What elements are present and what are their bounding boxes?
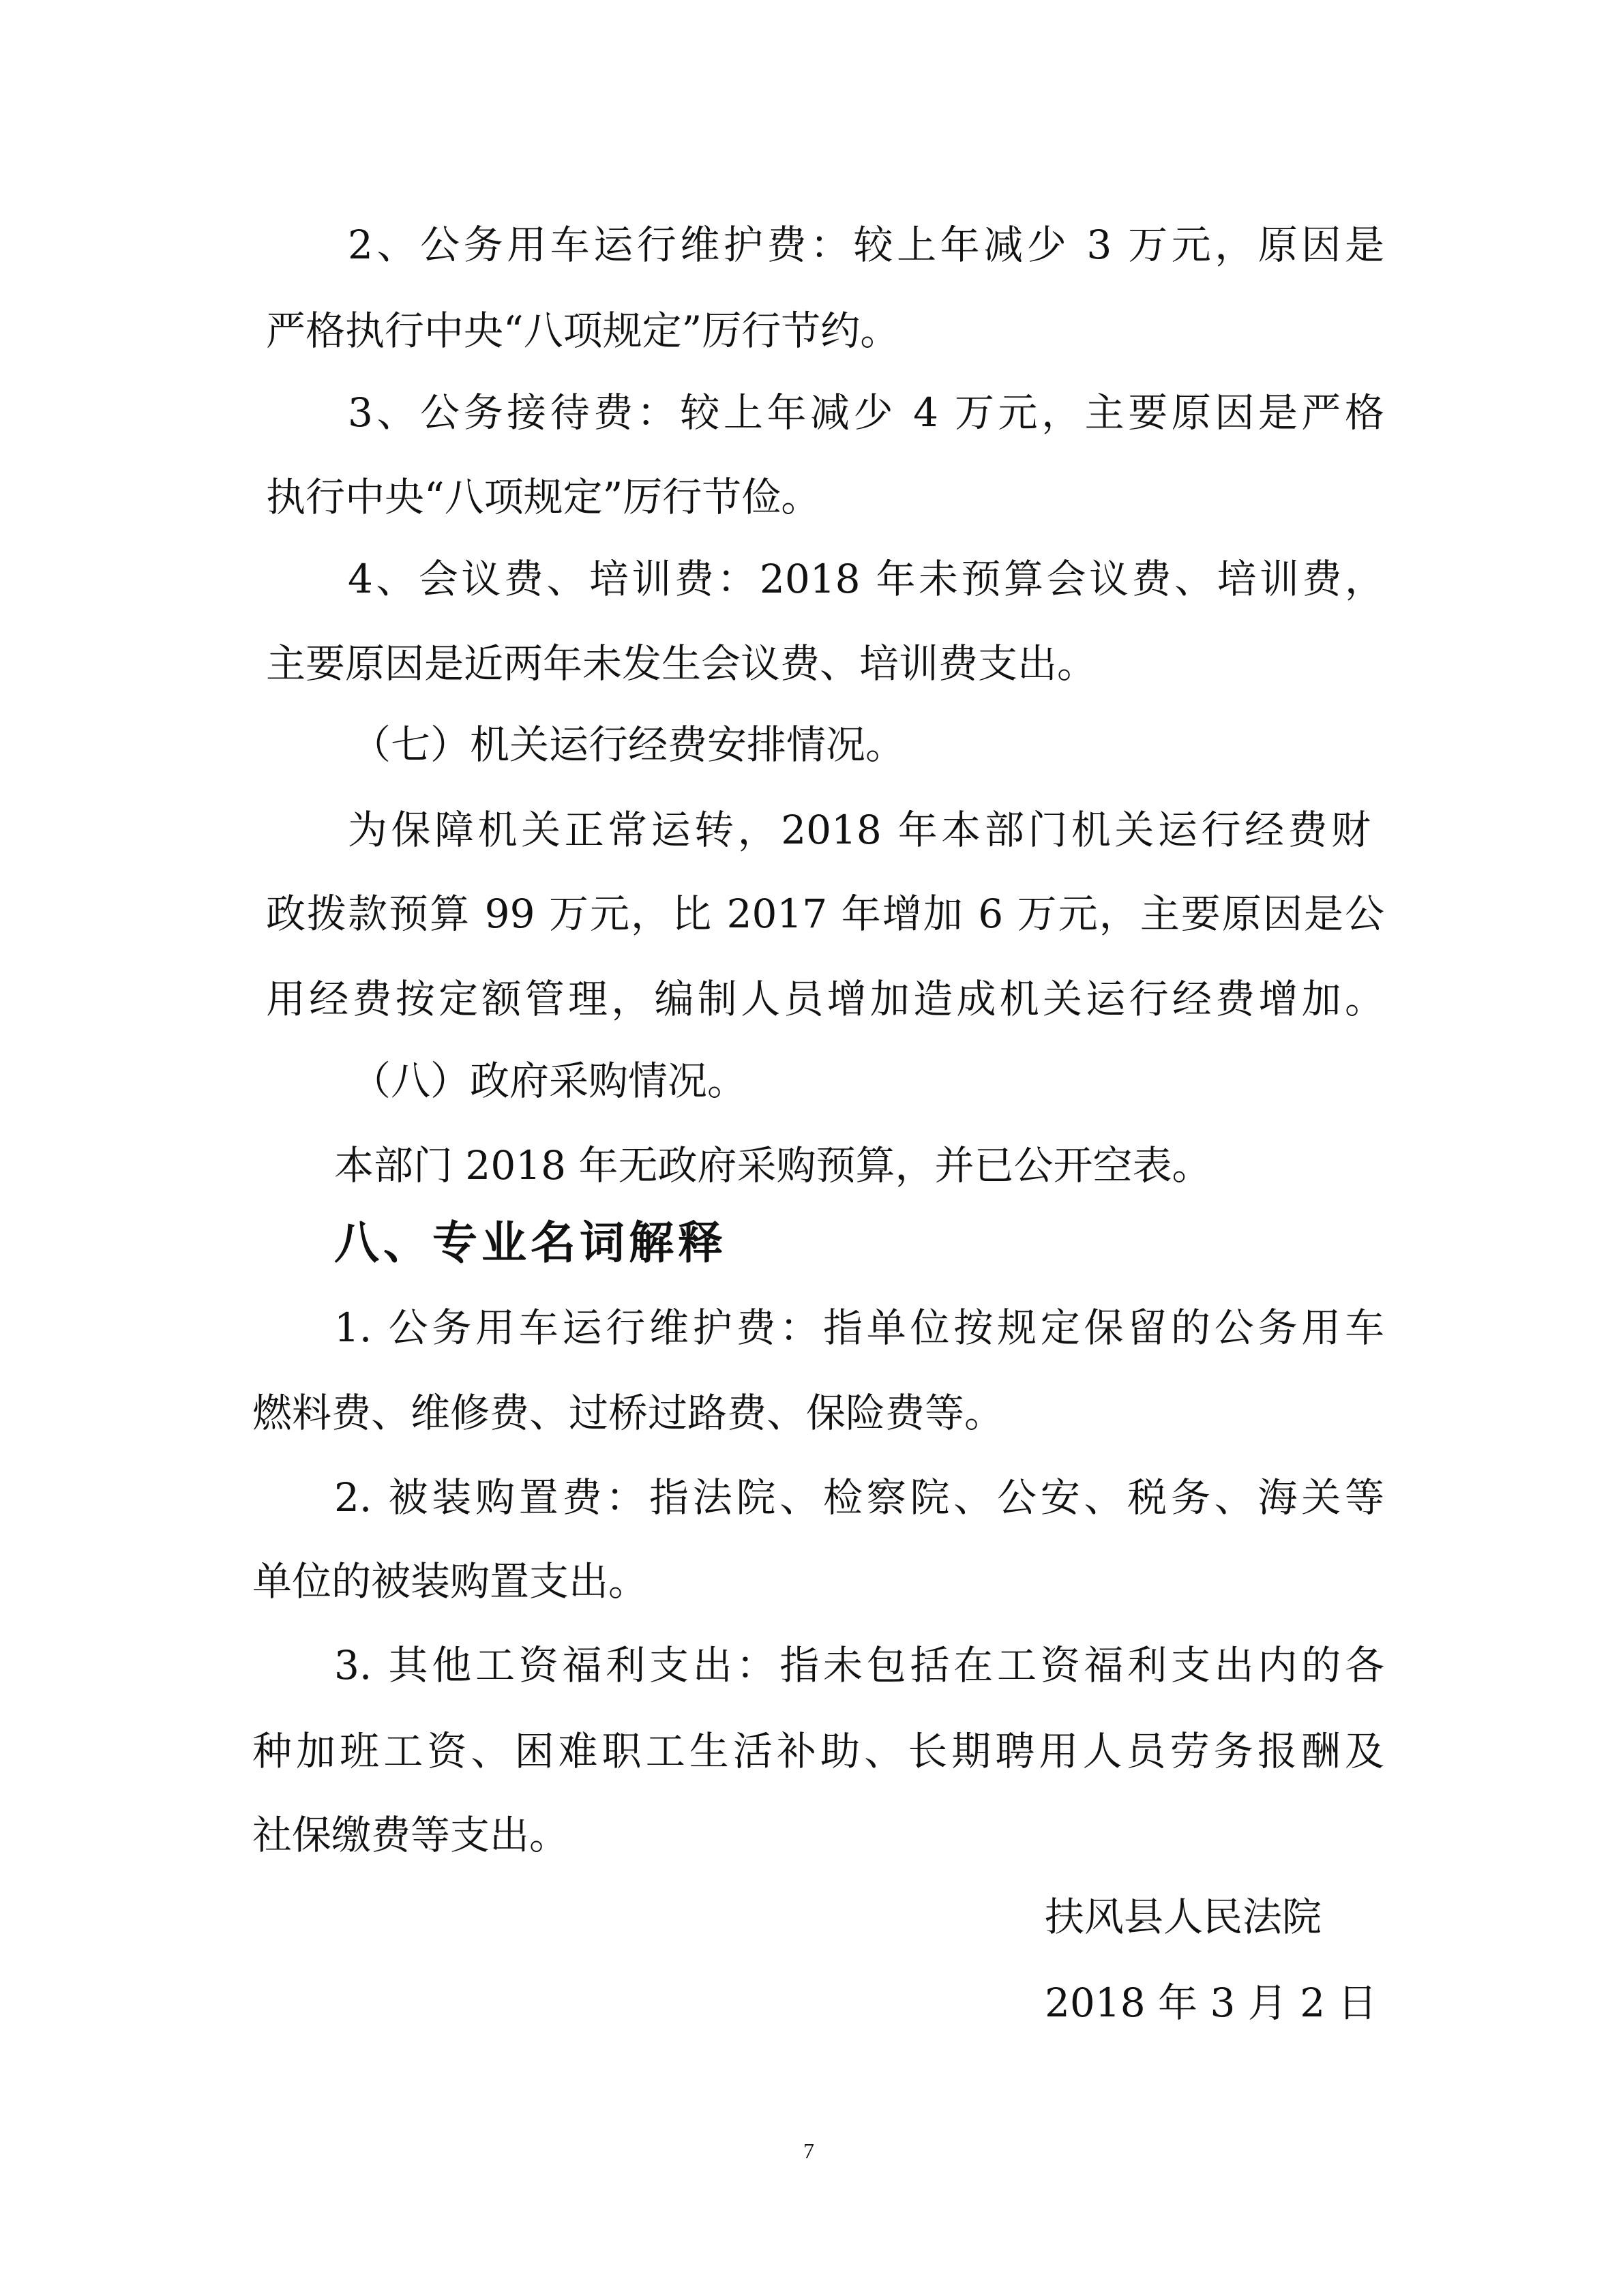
section-8-title: （八）政府采购情况。 <box>351 1058 747 1104</box>
para-4-line-1: 4、会议费、培训费：2018 年未预算会议费、培训费， <box>348 559 1384 602</box>
para-8-line-1: 本部门 2018 年无政府采购预算，并已公开空表。 <box>334 1142 1212 1189</box>
term-2-line-2: 单位的被装购置支出。 <box>252 1558 649 1605</box>
para-2-line-2: 严格执行中央“八项规定”厉行节约。 <box>266 308 900 354</box>
signature-org: 扶风县人民法院 <box>1045 1894 1322 1940</box>
term-3-line-1: 3. 其他工资福利支出：指未包括在工资福利支出内的各 <box>334 1645 1384 1688</box>
chapter-heading: 八、专业名词解释 <box>334 1217 727 1269</box>
para-3-line-1: 3、公务接待费：较上年减少 4 万元，主要原因是严格 <box>348 393 1384 436</box>
para-7-line-3: 用经费按定额管理，编制人员增加造成机关运行经费增加。 <box>266 979 1384 1022</box>
term-3-line-2: 种加班工资、困难职工生活补助、长期聘用人员劳务报酬及 <box>252 1731 1384 1774</box>
para-7-line-2: 政拨款预算 99 万元，比 2017 年增加 6 万元，主要原因是公 <box>266 894 1384 937</box>
section-7-title: （七）机关运行经费安排情况。 <box>351 721 906 768</box>
para-3-line-2: 执行中央“八项规定”厉行节俭。 <box>266 474 821 520</box>
term-1-line-1: 1. 公务用车运行维护费：指单位按规定保留的公务用车 <box>334 1308 1384 1351</box>
term-1-line-2: 燃料费、维修费、过桥过路费、保险费等。 <box>252 1390 1004 1436</box>
para-4-line-2: 主要原因是近两年未发生会议费、培训费支出。 <box>266 640 1097 687</box>
para-7-line-1: 为保障机关正常运转，2018 年本部门机关运行经费财 <box>348 810 1371 853</box>
para-2-line-1: 2、公务用车运行维护费：较上年减少 3 万元，原因是 <box>348 225 1384 268</box>
signature-date: 2018 年 3 月 2 日 <box>1045 1980 1378 2026</box>
term-2-line-1: 2. 被装购置费：指法院、检察院、公安、税务、海关等 <box>334 1478 1384 1521</box>
page-number: 7 <box>803 2138 814 2163</box>
term-3-line-3: 社保缴费等支出。 <box>252 1812 569 1858</box>
